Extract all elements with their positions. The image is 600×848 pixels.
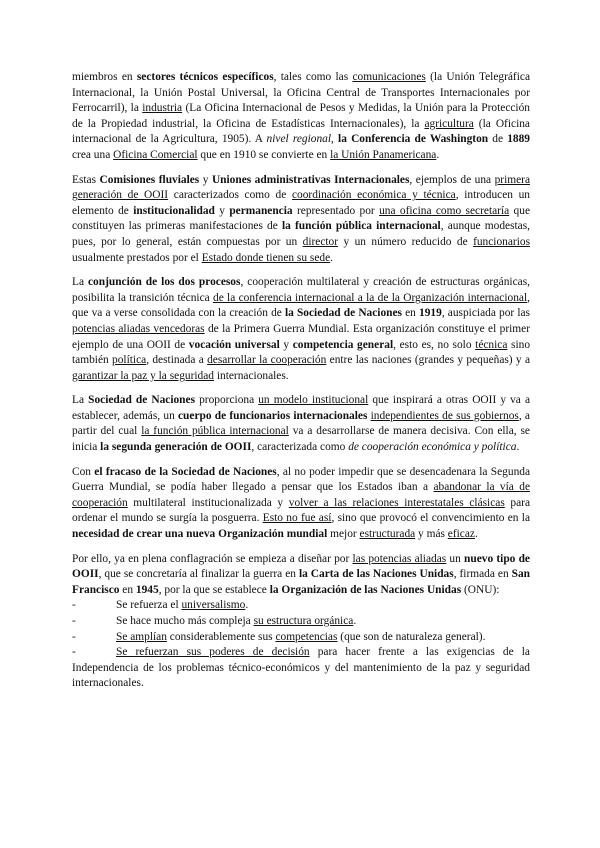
- text-run: , ejemplos de una: [409, 173, 495, 186]
- bold-text: Comisiones fluviales: [99, 173, 200, 186]
- underlined-text: las potencias aliadas: [352, 552, 447, 565]
- bullet-list: [72, 598, 530, 692]
- list-bullet: -: [72, 646, 76, 659]
- text-run: .: [516, 441, 520, 454]
- list-item-text: [116, 614, 530, 630]
- text-run: , a partir del cual: [72, 409, 530, 438]
- text-run: , por la que se establece: [158, 583, 270, 596]
- text-run: que inspirará a otras OOII y va a establecer, además, un: [72, 394, 530, 422]
- bold-text: competencia general: [292, 338, 394, 351]
- bold-text: institucionalidad: [133, 204, 215, 217]
- underlined-text: una oficina como secretaría: [379, 204, 510, 217]
- text-run: crea una: [72, 148, 114, 161]
- text-run: , auspiciada por las: [441, 307, 530, 320]
- underlined-text: de la conferencia internacional a la de la Organización internacional: [213, 291, 528, 304]
- text-run: (la Oficina internacional de la Agricultura, 1905). A: [72, 117, 530, 146]
- text-run: , aunque modestas, pues, por lo general, están compuestas por un: [72, 220, 530, 248]
- text-run: , cooperación multilateral y creación de estructuras orgánicas, posibilita la transición técnica: [72, 276, 530, 304]
- text-run: Se refuerza el: [116, 599, 182, 612]
- list-item: [72, 630, 530, 646]
- text-run: y: [214, 204, 230, 217]
- paragraph-5: [72, 465, 530, 543]
- text-run: .: [330, 251, 333, 264]
- bold-text: vocación universal: [188, 338, 280, 351]
- underlined-text: potencias aliadas vencedoras: [72, 322, 205, 335]
- list-item: [72, 614, 530, 630]
- underlined-text: un modelo institucional: [258, 394, 369, 407]
- text-run: y más: [415, 528, 448, 541]
- text-run: .: [245, 599, 249, 612]
- underlined-text: Se amplían: [116, 630, 167, 643]
- underlined-text: agricultura: [424, 117, 474, 130]
- underlined-text: la Unión Panamericana: [330, 148, 437, 161]
- underlined-text: abandonar la vía de cooperación: [72, 481, 531, 509]
- underlined-text: industria: [142, 102, 183, 115]
- bold-text: 1889: [507, 133, 530, 146]
- text-run: , introducen un elemento de: [72, 189, 531, 217]
- list-item-text: [72, 646, 530, 689]
- text-run: sino también: [72, 338, 531, 367]
- text-run: y un número reducido de: [338, 235, 474, 248]
- list-item-text: [116, 598, 530, 614]
- list-item: [72, 598, 530, 614]
- text-run: entre las naciones (grandes y pequeñas) y a: [326, 354, 530, 367]
- text-run: , destinada a: [146, 354, 208, 367]
- text-run: , firmada en: [453, 568, 512, 581]
- underlined-text: estructurada: [359, 528, 416, 541]
- list-bullet: -: [72, 599, 76, 612]
- text-run: usualmente prestados por el: [72, 251, 202, 264]
- bold-text: la Carta de las Naciones Unidas: [298, 568, 454, 581]
- text-run: va a desarrollarse de manera decisiva. Con ella, se inicia: [72, 425, 530, 454]
- bold-text: 1919: [419, 307, 442, 320]
- text-run: de: [488, 133, 508, 146]
- list-item: [72, 645, 530, 692]
- underlined-text: Estado donde tienen su sede: [201, 251, 331, 264]
- text-run: Se hace mucho más compleja: [116, 615, 254, 627]
- italic-text: nivel regional: [266, 133, 332, 146]
- bold-text: San Francisco: [72, 568, 530, 596]
- bold-text: Uniones administrativas Internacionales: [211, 173, 410, 186]
- document-page: [72, 70, 530, 692]
- text-run: multilateral institucionalizada y: [127, 496, 289, 509]
- text-run: .: [474, 528, 478, 541]
- underlined-text: Se refuerzan sus poderes de decisión: [116, 646, 310, 659]
- list-bullet: -: [72, 615, 76, 627]
- text-run: Estas: [72, 173, 100, 186]
- text-run: que en 1910 se convierte en: [197, 148, 331, 161]
- bold-text: nuevo tipo de OOII: [72, 552, 530, 581]
- underlined-text: la función pública internacional: [141, 425, 289, 438]
- text-run: representado por: [292, 204, 380, 217]
- underlined-text: coordinación económica y técnica: [291, 189, 456, 202]
- text-run: (que son de naturaleza general).: [337, 630, 486, 643]
- bold-text: permanencia: [229, 204, 293, 217]
- text-run: de la Primera Guerra Mundial. Esta organización constituye el primer ejemplo de una OOII de: [72, 322, 530, 351]
- bold-text: conjunción de los dos procesos: [88, 276, 241, 289]
- text-run: y: [199, 173, 212, 186]
- text-run: Por ello, ya en plena conflagración se empieza a diseñar por: [72, 552, 353, 565]
- text-run: , caracterizada como: [251, 441, 349, 454]
- underlined-text: desarrollar la cooperación: [207, 354, 327, 367]
- underlined-text: universalismo: [181, 599, 246, 612]
- bold-text: Sociedad de Naciones: [88, 394, 196, 407]
- italic-text: de cooperación económica y política: [348, 441, 517, 454]
- text-run: internacionales.: [214, 369, 289, 382]
- bold-text: la Conferencia de Washington: [338, 133, 489, 146]
- text-run: , sino que provocó el convencimiento en la: [331, 512, 530, 525]
- bold-text: la Organización de las Naciones Unidas: [269, 583, 462, 596]
- text-run: proporciona: [195, 394, 259, 407]
- underlined-text: Esto no fue así: [262, 512, 332, 525]
- text-run: .: [436, 148, 440, 161]
- text-run: (la Unión Telegráfica Internacional, la Unión Postal Universal, la Oficina Central de Transportes Internacionales por Ferrocarril), la: [72, 71, 530, 115]
- text-run: en: [401, 307, 420, 320]
- text-run: miembros en: [72, 71, 137, 83]
- bold-text: la función pública internacional: [281, 220, 441, 233]
- text-run: caracterizados como de: [168, 189, 292, 202]
- text-run: considerablemente sus: [166, 630, 276, 643]
- text-run: .: [353, 615, 357, 627]
- text-run: que constituyen las primeras manifestaciones de: [72, 204, 530, 233]
- underlined-text: eficaz: [447, 528, 475, 541]
- underlined-text: Oficina Comercial: [113, 148, 198, 161]
- text-run: (La Oficina Internacional de Pesos y Medidas, la Unión para la Protección de la Propiedad industrial, la Oficina de Estadísticas Internacionales), la: [72, 102, 530, 130]
- underlined-text: volver a las relaciones interestatales clásicas: [288, 496, 505, 509]
- text-run: ,: [331, 133, 339, 146]
- bold-text: sectores técnicos específicos: [136, 71, 274, 83]
- text-run: Con: [72, 465, 95, 478]
- paragraph-3: [72, 275, 530, 384]
- text-run: , que se concretaría al finalizar la guerra en: [98, 568, 299, 581]
- text-run: , esto es, no solo: [393, 338, 476, 351]
- text-run: para hacer frente a las exigencias de la Independencia de los problemas técnico-económicos y del mantenimiento de la paz y seguridad internacionales.: [72, 646, 530, 690]
- document-body: [72, 70, 530, 598]
- paragraph-2: [72, 173, 530, 267]
- bold-text: necesidad de crear una nueva Organización mundial: [72, 528, 328, 541]
- text-run: un: [446, 552, 465, 565]
- text-run: La: [72, 276, 88, 289]
- text-run: mejor: [327, 528, 360, 541]
- underlined-text: primera generación de OOII: [72, 173, 530, 202]
- underlined-text: técnica: [475, 338, 508, 351]
- paragraph-1: [72, 70, 530, 164]
- paragraph-4: [72, 393, 530, 455]
- text-run: y: [279, 338, 293, 351]
- list-bullet: -: [72, 630, 76, 643]
- bold-text: 1945: [135, 583, 159, 596]
- text-run: La: [72, 394, 89, 407]
- underlined-text: política: [112, 354, 147, 367]
- underlined-text: comunicaciones: [352, 71, 426, 83]
- underlined-text: garantizar la paz y la seguridad: [72, 369, 214, 382]
- bold-text: la Sociedad de Naciones: [284, 307, 402, 320]
- underlined-text: independientes de sus gobiernos: [370, 409, 519, 422]
- text-run: , que va a verse consolidada con la creación de: [72, 291, 530, 320]
- list-item-text: [116, 630, 530, 646]
- underlined-text: funcionarios: [473, 235, 530, 248]
- underlined-text: director: [302, 235, 339, 248]
- bold-text: cuerpo de funcionarios internacionales: [178, 409, 368, 422]
- text-run: (ONU):: [461, 583, 500, 596]
- text-run: en: [119, 583, 136, 596]
- underlined-text: competencias: [275, 630, 338, 643]
- text-run: para ordenar el mundo se surgía la posguerra.: [72, 496, 530, 525]
- bold-text: la segunda generación de OOII: [100, 441, 252, 454]
- text-run: , al no poder impedir que se desencadenara la Segunda Guerra Mundial, se podía haber llegado a pensar que los Estados iban a: [72, 465, 531, 494]
- text-run: , tales como las: [273, 71, 353, 83]
- paragraph-6: [72, 552, 530, 599]
- bold-text: el fracaso de la Sociedad de Naciones: [94, 465, 277, 478]
- underlined-text: su estructura orgánica: [253, 615, 354, 627]
